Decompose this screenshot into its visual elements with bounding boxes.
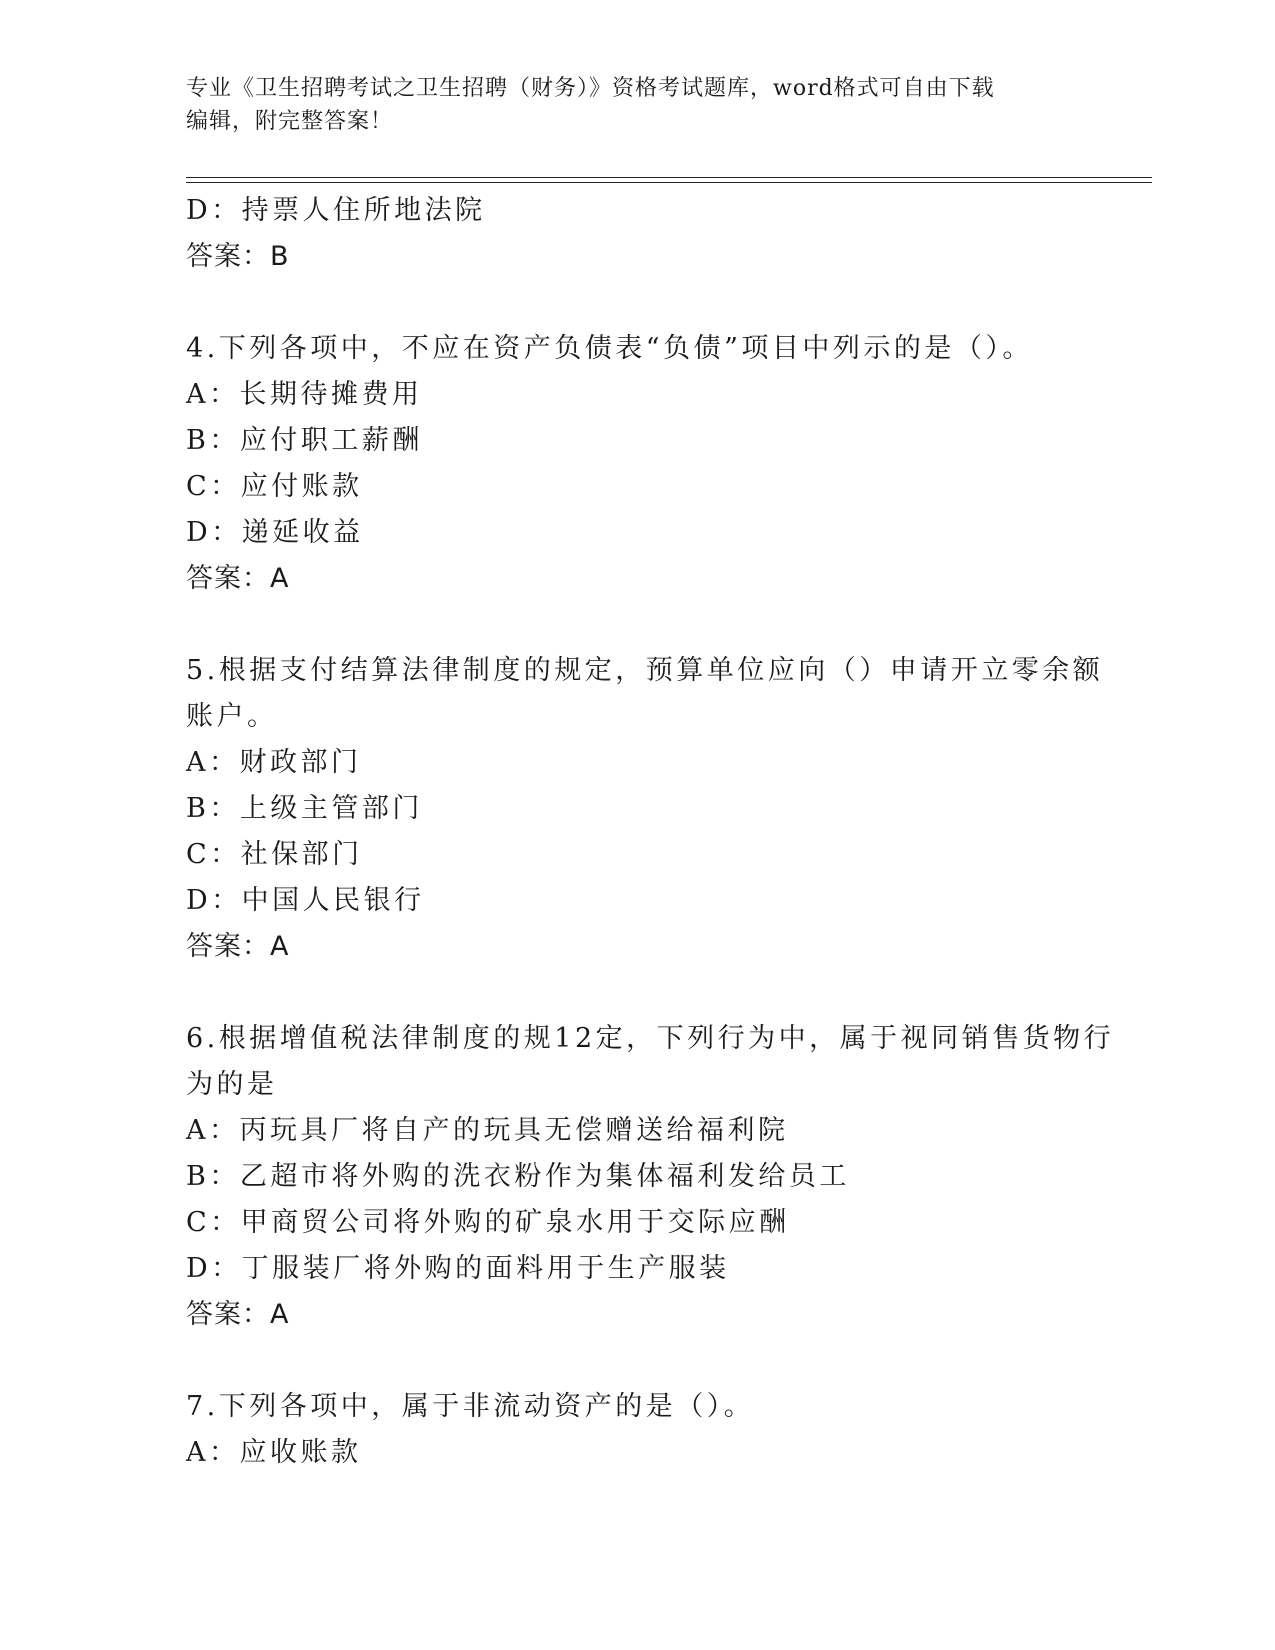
question-7-stem: 7.下列各项中，属于非流动资产的是（）。 xyxy=(186,1391,755,1422)
prev-option-d: D：持票人住所地法院 xyxy=(186,195,486,226)
spacer xyxy=(186,1338,1086,1384)
spacer xyxy=(186,280,1086,326)
question-6-option-c: C：甲商贸公司将外购的矿泉水用于交际应酬 xyxy=(186,1207,790,1238)
question-4-stem: 4.下列各项中，不应在资产负债表“负债”项目中列示的是（）。 xyxy=(186,333,1033,364)
question-5-option-b: B：上级主管部门 xyxy=(186,793,423,824)
prev-answer: 答案：B xyxy=(186,241,290,272)
question-5-answer: 答案：A xyxy=(186,931,290,962)
question-4-answer: 答案：A xyxy=(186,563,290,594)
question-6-stem-line-2: 为的是 xyxy=(186,1069,278,1100)
header-line-2: 编辑，附完整答案！ xyxy=(186,109,394,134)
question-7-option-a: A：应收账款 xyxy=(186,1437,362,1468)
question-6-option-d: D：丁服装厂将外购的面料用于生产服装 xyxy=(186,1253,730,1284)
header-rule-top xyxy=(186,177,1152,178)
question-6-answer: 答案：A xyxy=(186,1299,290,1330)
question-4-option-b: B：应付职工薪酬 xyxy=(186,425,423,456)
spacer xyxy=(186,602,1086,648)
question-6-option-b: B：乙超市将外购的洗衣粉作为集体福利发给员工 xyxy=(186,1161,850,1192)
question-4-option-a: A：长期待摊费用 xyxy=(186,379,423,410)
header-line-1: 专业《卫生招聘考试之卫生招聘（财务）》资格考试题库，word格式可自由下载 xyxy=(186,76,995,101)
page-header xyxy=(186,72,1066,138)
question-5-stem-line-1: 5.根据支付结算法律制度的规定，预算单位应向（）申请开立零余额 xyxy=(186,655,1104,686)
header-rule-bottom xyxy=(186,182,1152,183)
question-6-option-a: A：丙玩具厂将自产的玩具无偿赠送给福利院 xyxy=(186,1115,789,1146)
question-5-option-a: A：财政部门 xyxy=(186,747,362,778)
question-list xyxy=(186,188,1115,1476)
question-5-option-c: C：社保部门 xyxy=(186,839,363,870)
spacer xyxy=(186,970,1086,1016)
question-5-stem-line-2: 账户。 xyxy=(186,701,278,732)
question-6-stem-line-1: 6.根据增值税法律制度的规12定，下列行为中，属于视同销售货物行 xyxy=(186,1023,1115,1054)
question-5-option-d: D：中国人民银行 xyxy=(186,885,425,916)
question-4-option-d: D：递延收益 xyxy=(186,517,364,548)
question-4-option-c: C：应付账款 xyxy=(186,471,363,502)
